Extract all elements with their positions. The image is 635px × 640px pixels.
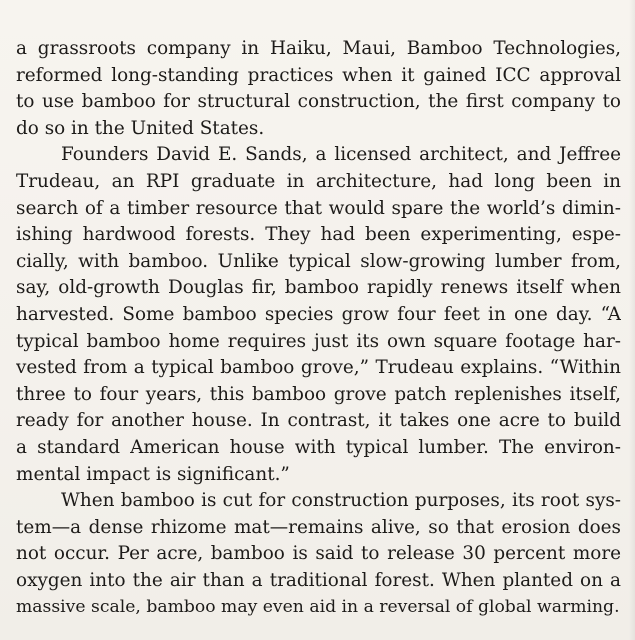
text-line: ishing hardwood forests. They had been experimenting, espe- — [16, 224, 621, 246]
page-edge-shadow — [629, 0, 635, 640]
text-line: not occur. Per acre, bamboo is said to release 30 percent more — [16, 543, 621, 565]
text-line: search of a timber resource that would spare the world’s dimin- — [16, 197, 621, 219]
text-line: vested from a typical bamboo grove,” Trudeau explains. “Within — [16, 357, 621, 379]
paragraph-3 — [16, 488, 621, 621]
text-line: When bamboo is cut for construction purposes, its root sys- — [61, 490, 621, 512]
paragraph-2 — [16, 142, 621, 488]
text-line: ready for another house. In contrast, it takes one acre to build — [16, 410, 621, 432]
text-line: massive scale, bamboo may even aid in a reversal of global warming. — [16, 597, 620, 618]
text-line: typical bamboo home requires just its own square footage har- — [16, 330, 621, 352]
text-line: three to four years, this bamboo grove patch replenishes itself, — [16, 383, 621, 405]
text-line: do so in the United States. — [16, 117, 265, 139]
text-line: reformed long-standing practices when it gained ICC approval — [16, 64, 621, 86]
article-body — [16, 36, 621, 621]
text-line: Trudeau, an RPI graduate in architecture, had long been in — [16, 170, 621, 192]
text-line: oxygen into the air than a traditional forest. When planted on a — [16, 569, 621, 591]
text-line: Founders David E. Sands, a licensed architect, and Jeffree — [61, 144, 621, 166]
text-line: a standard American house with typical lumber. The environ- — [16, 436, 621, 458]
paragraph-1 — [16, 36, 621, 142]
text-line: harvested. Some bamboo species grow four feet in one day. “A — [16, 303, 621, 325]
text-line: tem—a dense rhizome mat—remains alive, so that erosion does — [16, 516, 621, 538]
text-line: cially, with bamboo. Unlike typical slow-growing lumber from, — [16, 250, 621, 272]
text-line: a grassroots company in Haiku, Maui, Bamboo Technologies, — [16, 38, 621, 59]
text-line: mental impact is significant.” — [16, 463, 290, 485]
text-line: to use bamboo for structural construction, the first company to — [16, 91, 621, 113]
text-line: say, old-growth Douglas fir, bamboo rapidly renews itself when — [16, 277, 621, 299]
